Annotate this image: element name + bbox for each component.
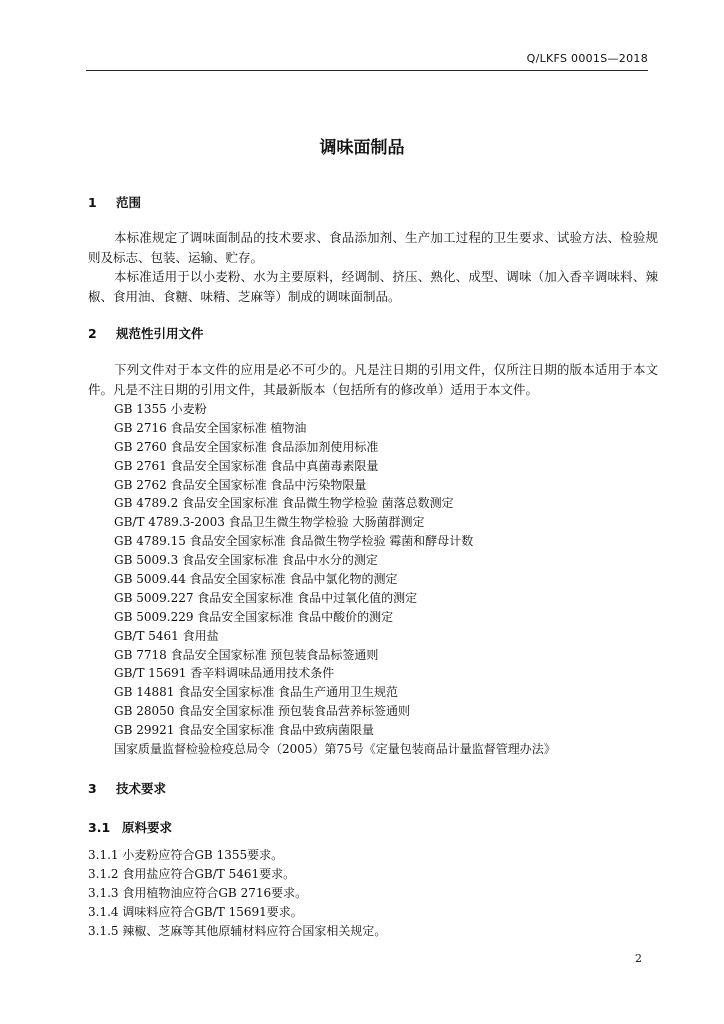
reference-item: GB/T 4789.3-2003 食品卫生微生物学检验 大肠菌群测定 — [114, 515, 425, 530]
subsection-3-1-title: 原料要求 — [122, 820, 173, 835]
reference-item: GB 29921 食品安全国家标准 食品中致病菌限量 — [114, 723, 375, 738]
raw-material-requirements — [88, 846, 386, 941]
reference-item: GB 5009.229 食品安全国家标准 食品中酸价的测定 — [114, 609, 394, 624]
standard-code-header: Q/LKFS 0001S—2018 — [526, 52, 648, 65]
subsection-3-1-number: 3.1 — [88, 820, 111, 835]
reference-item: GB/T 15691 香辛料调味品通用技术条件 — [114, 666, 335, 681]
reference-list — [114, 400, 556, 759]
section-1-title: 范围 — [116, 195, 142, 210]
section-1-number: 1 — [88, 195, 97, 210]
section-1-heading — [88, 193, 141, 211]
reference-item: GB 4789.15 食品安全国家标准 食品微生物学检验 霉菌和酵母计数 — [114, 534, 474, 549]
section-3-number: 3 — [88, 781, 97, 796]
requirement-item: 3.1.5 辣椒、芝麻等其他原辅材料应符合国家相关规定。 — [88, 924, 387, 938]
reference-item: GB 2716 食品安全国家标准 植物油 — [114, 420, 307, 435]
section-3-title: 技术要求 — [116, 781, 167, 796]
section-2-title: 规范性引用文件 — [116, 326, 204, 341]
reference-item: GB 1355 小麦粉 — [114, 402, 207, 416]
reference-item: GB/T 5461 食用盐 — [114, 628, 219, 643]
reference-item: 国家质量监督检验检疫总局令（2005）第75号《定量包装商品计量监督管理办法》 — [114, 742, 556, 757]
requirement-item: 3.1.4 调味料应符合GB/T 15691要求。 — [88, 905, 303, 919]
section-2-heading — [88, 324, 204, 342]
scope-paragraph-1: 本标准规定了调味面制品的技术要求、食品添加剂、生产加工过程的卫生要求、试验方法、检验规则及标志、包装、运输、贮存。 — [88, 230, 658, 265]
section-3-heading — [88, 779, 166, 797]
reference-item: GB 7718 食品安全国家标准 预包装食品标签通则 — [114, 647, 379, 662]
reference-item: GB 2761 食品安全国家标准 食品中真菌毒素限量 — [114, 458, 379, 473]
subsection-3-1-heading — [88, 818, 172, 836]
requirement-item: 3.1.1 小麦粉应符合GB 1355要求。 — [88, 848, 284, 862]
scope-paragraph-2: 本标准适用于以小麦粉、水为主要原料，经调制、挤压、熟化、成型、调味（加入香辛调味料、辣椒、食用油、食糖、味精、芝麻等）制成的调味面制品。 — [88, 269, 658, 304]
reference-item: GB 5009.227 食品安全国家标准 食品中过氧化值的测定 — [114, 590, 418, 605]
reference-item: GB 28050 食品安全国家标准 预包装食品营养标签通则 — [114, 704, 411, 719]
header-rule — [86, 70, 648, 71]
reference-item: GB 4789.2 食品安全国家标准 食品微生物学检验 菌落总数测定 — [114, 496, 454, 511]
reference-item: GB 2760 食品安全国家标准 食品添加剂使用标准 — [114, 439, 379, 454]
section-2-number: 2 — [88, 326, 97, 341]
requirement-item: 3.1.2 食用盐应符合GB/T 5461要求。 — [88, 867, 296, 881]
reference-item: GB 5009.44 食品安全国家标准 食品中氯化物的测定 — [114, 572, 398, 587]
reference-item: GB 5009.3 食品安全国家标准 食品中水分的测定 — [114, 553, 378, 568]
references-intro: 下列文件对于本文件的应用是必不可少的。凡是注日期的引用文件，仅所注日期的版本适用于本文件。凡是不注日期的引用文件，其最新版本（包括所有的修改单）适用于本文件。 — [88, 362, 658, 397]
reference-item: GB 14881 食品安全国家标准 食品生产通用卫生规范 — [114, 685, 399, 700]
requirement-item: 3.1.3 食用植物油应符合GB 2716要求。 — [88, 886, 308, 900]
page-number: 2 — [635, 952, 642, 965]
document-title: 调味面制品 — [319, 138, 405, 158]
reference-item: GB 2762 食品安全国家标准 食品中污染物限量 — [114, 477, 367, 492]
